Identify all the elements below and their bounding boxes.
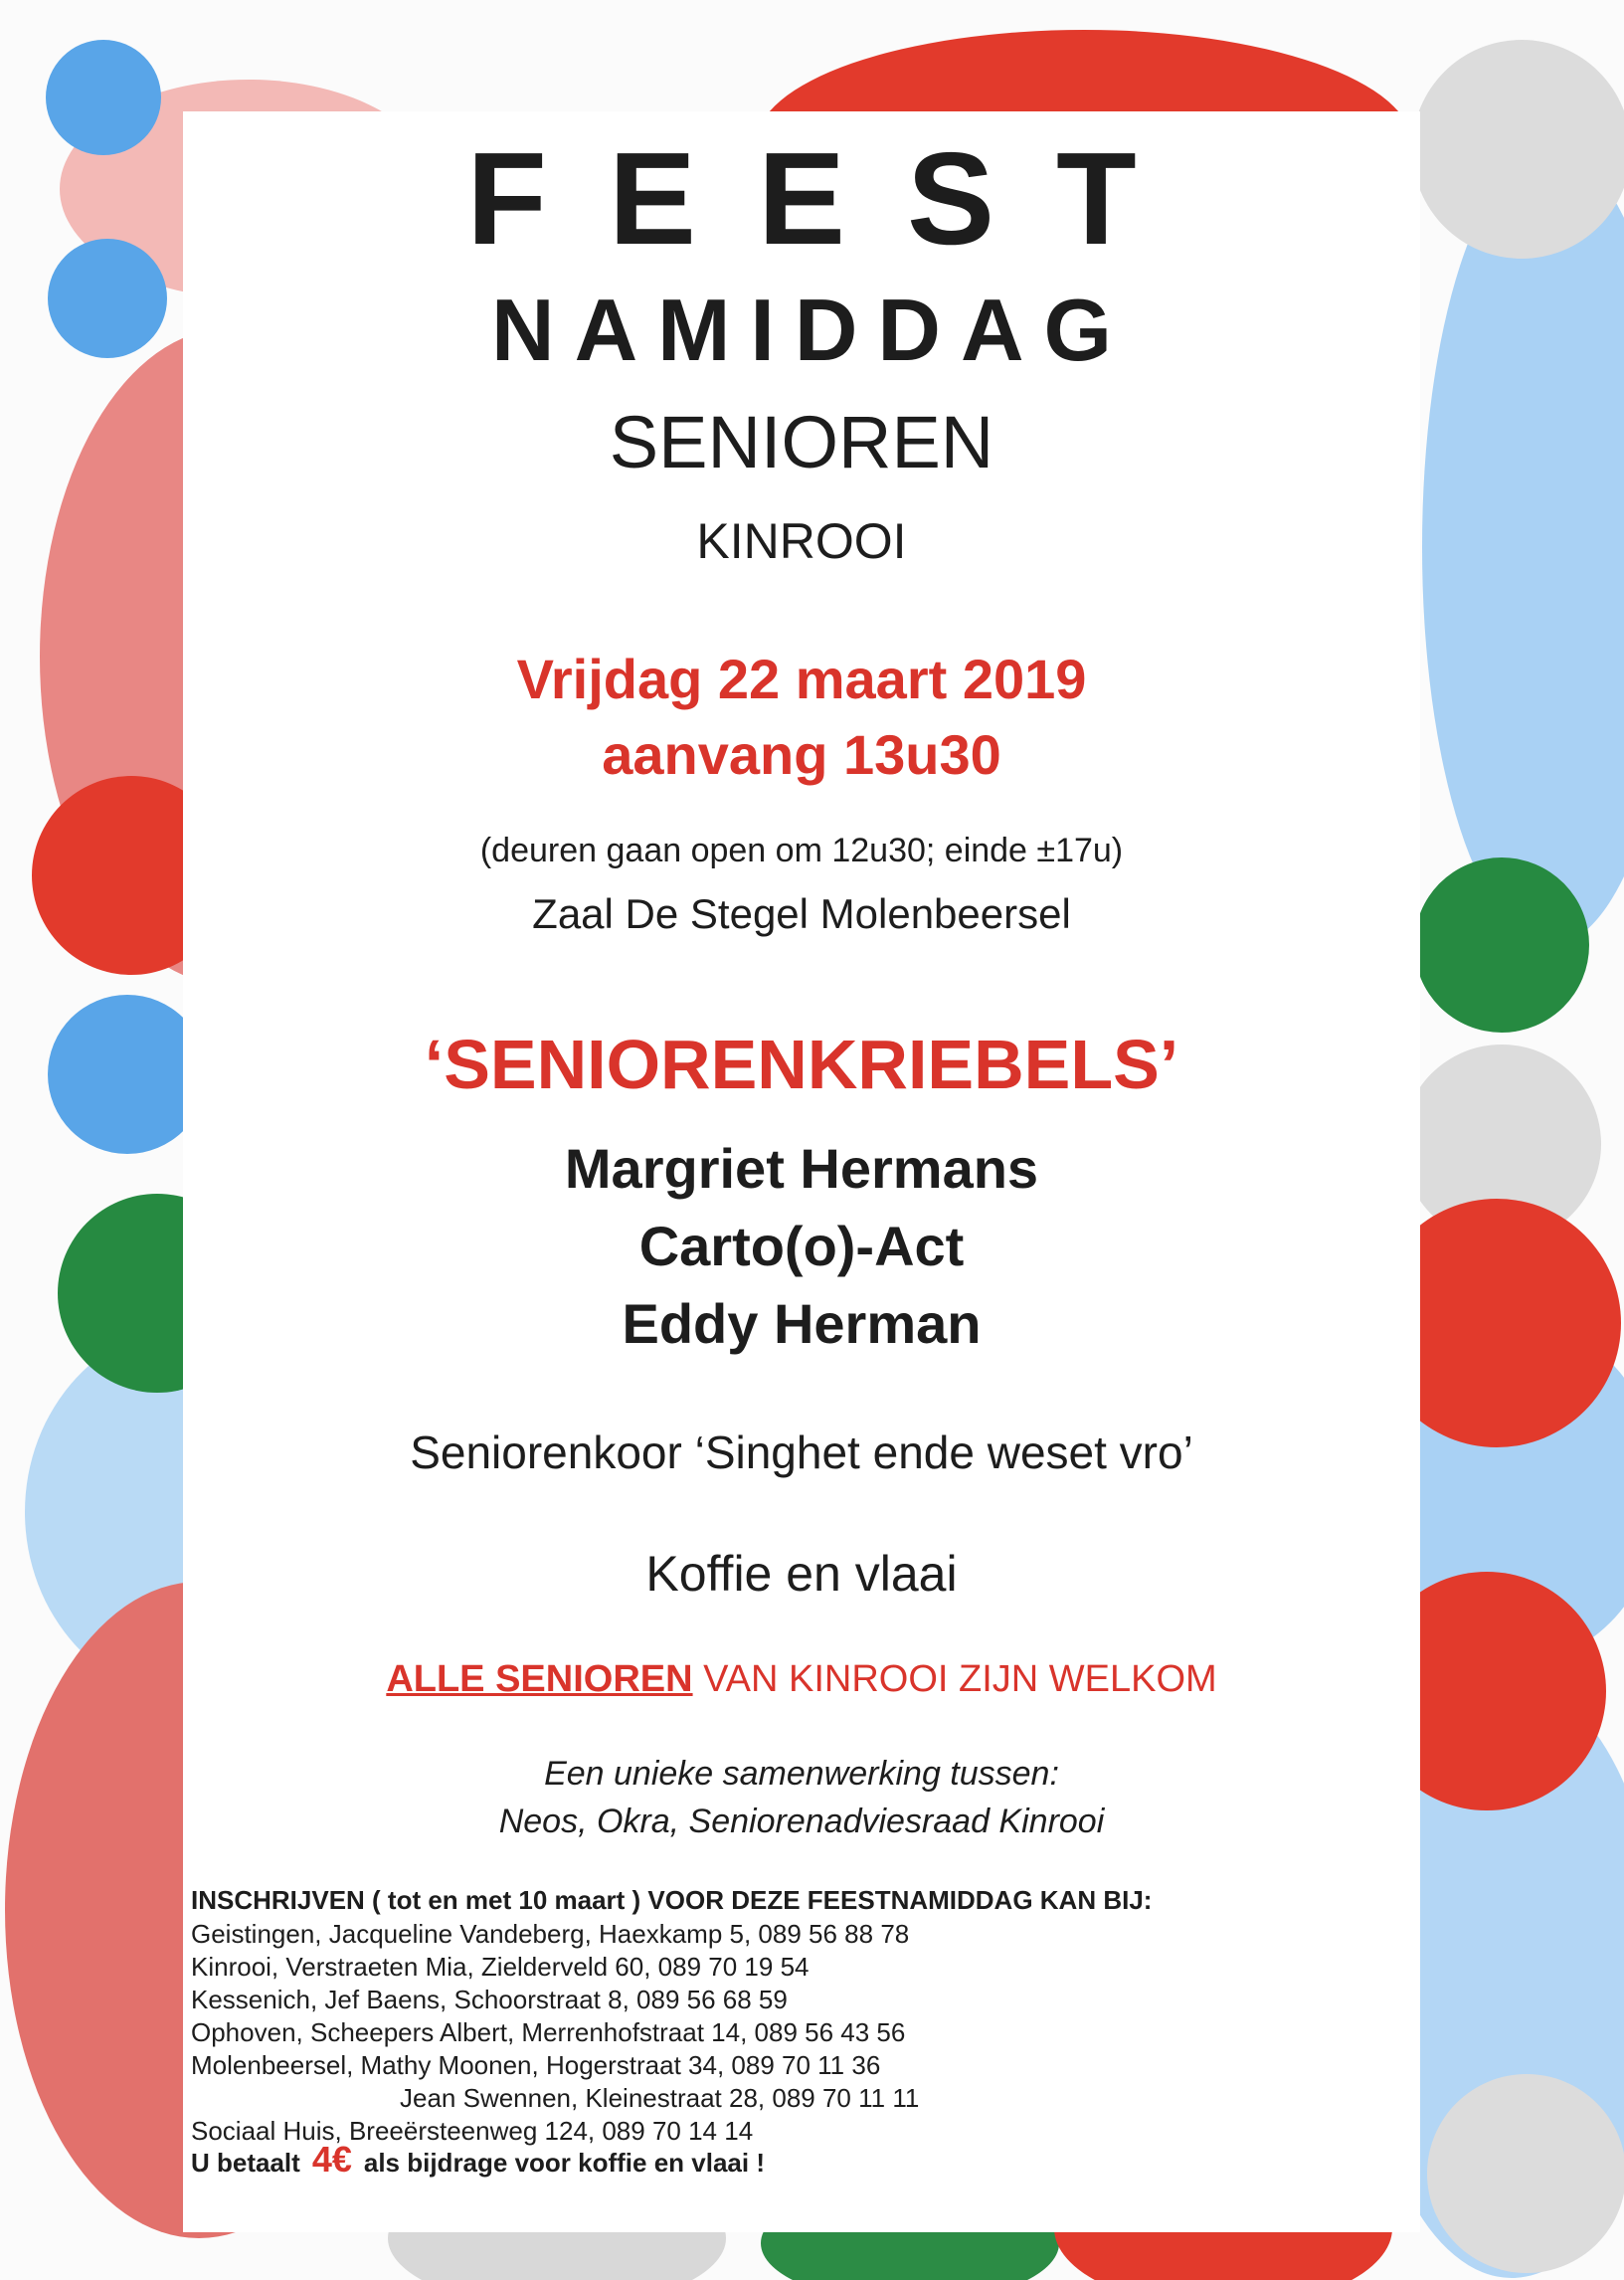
event-date: Vrijdag 22 maart 2019 <box>516 648 1087 710</box>
cooperation-line-2: Neos, Okra, Seniorenadviesraad Kinrooi <box>498 1803 1105 1840</box>
blue-circle-2 <box>48 239 167 358</box>
contact-line: Ophoven, Scheepers Albert, Merrenhofstraat 14, 089 56 43 56 <box>191 2017 906 2047</box>
welcome-underlined: ALLE SENIOREN <box>386 1658 693 1700</box>
event-start-time: aanvang 13u30 <box>602 723 1001 786</box>
payment-amount: 4€ <box>311 2139 352 2180</box>
title-namiddag: NAMIDDAG <box>491 281 1132 379</box>
title-feest: FEEST <box>466 125 1198 272</box>
contact-line: Molenbeersel, Mathy Moonen, Hogerstraat 34, 089 70 11 36 <box>191 2050 881 2080</box>
contact-line: Kessenich, Jef Baens, Schoorstraat 8, 089 56 68 59 <box>191 1985 788 2014</box>
cooperation-line-1: Een unieke samenwerking tussen: <box>544 1755 1059 1793</box>
contact-line: Kinrooi, Verstraeten Mia, Zielderveld 60, 089 70 19 54 <box>191 1952 810 1982</box>
show-title: ‘SENIORENKRIEBELS’ <box>424 1026 1179 1103</box>
title-senioren: SENIOREN <box>609 401 994 483</box>
payment-suffix: als bijdrage voor koffie en vlaai ! <box>363 2148 765 2178</box>
contact-line: Jean Swennen, Kleinestraat 28, 089 70 11 11 <box>400 2083 920 2113</box>
artist-1: Margriet Hermans <box>564 1137 1039 1200</box>
contact-line: Geistingen, Jacqueline Vandeberg, Haexkamp 5, 089 56 88 78 <box>191 1919 910 1949</box>
contact-line: Sociaal Huis, Breeërsteenweg 124, 089 70 14 14 <box>191 2116 754 2146</box>
refreshments: Koffie en vlaai <box>645 1546 958 1602</box>
poster-card <box>183 111 1420 2232</box>
payment-prefix: U betaalt <box>191 2148 300 2178</box>
lightblue-right-ellipse <box>1422 149 1624 945</box>
grey-circle-right-3 <box>1427 2074 1624 2273</box>
registration-heading: INSCHRIJVEN ( tot en met 10 maart ) VOOR DEZE FEESTNAMIDDAG KAN BIJ: <box>191 1885 1153 1915</box>
event-doors: (deuren gaan open om 12u30; einde ±17u) <box>479 832 1124 869</box>
grey-circle-right-1 <box>1412 40 1624 259</box>
title-place: KINROOI <box>696 513 907 569</box>
green-circle-right <box>1414 857 1589 1033</box>
blue-circle-1 <box>46 40 161 155</box>
artist-2: Carto(o)-Act <box>638 1215 965 1277</box>
event-venue: Zaal De Stegel Molenbeersel <box>532 890 1071 937</box>
welcome-line <box>183 1655 1420 1703</box>
registration-block <box>191 1882 1414 2148</box>
choir: Seniorenkoor ‘Singhet ende weset vro’ <box>410 1426 1193 1478</box>
welcome-rest: VAN KINROOI ZIJN WELKOM <box>692 1658 1217 1700</box>
payment-line <box>191 2139 765 2181</box>
artist-3: Eddy Herman <box>622 1292 982 1355</box>
